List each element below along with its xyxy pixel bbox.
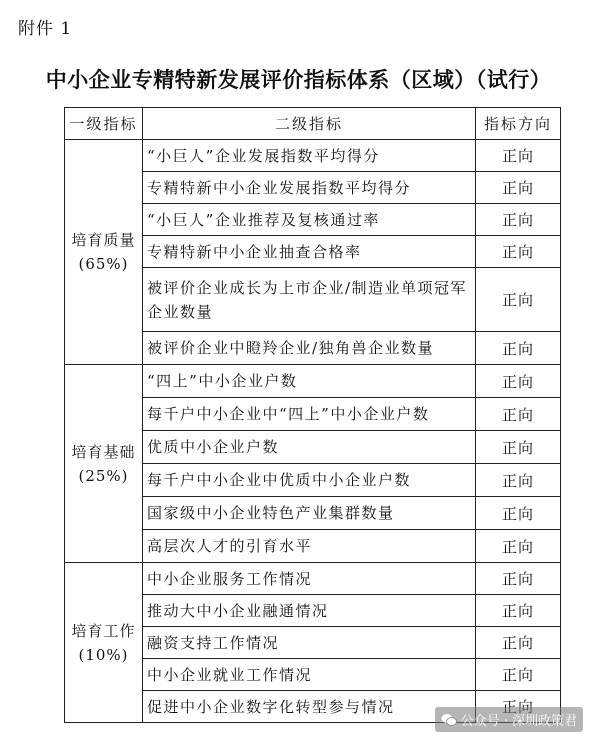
table-row: [65, 563, 561, 595]
indicator-cell: “四上”中小企业户数: [143, 365, 476, 398]
indicator-cell: 国家级中小企业特色产业集群数量: [143, 497, 476, 530]
category-weight: (25%): [78, 466, 129, 485]
direction-cell: 正向: [476, 464, 561, 497]
category-name: 培育基础: [71, 442, 136, 461]
direction-cell: 正向: [476, 268, 561, 332]
direction-cell: 正向: [476, 140, 561, 172]
direction-cell: 正向: [476, 659, 561, 691]
category-name: 培育质量: [71, 231, 136, 249]
indicator-cell: “小巨人”企业发展指数平均得分: [143, 140, 476, 172]
direction-cell: 正向: [476, 595, 561, 627]
indicator-cell: 高层次人才的引育水平: [143, 530, 476, 563]
table-row: [65, 140, 561, 172]
indicator-cell: 每千户中小企业中优质中小企业户数: [143, 464, 476, 497]
direction-cell: 正向: [476, 332, 561, 365]
indicator-cell: 专精特新中小企业抽查合格率: [143, 236, 476, 268]
direction-cell: 正向: [476, 530, 561, 563]
indicator-table: [64, 107, 561, 723]
category-weight: (65%): [78, 255, 129, 273]
direction-cell: 正向: [476, 365, 561, 398]
wechat-icon: [441, 713, 457, 727]
table-row: [65, 365, 561, 398]
indicator-cell: 被评价企业中瞪羚企业/独角兽企业数量: [143, 332, 476, 365]
watermark-text: 公众号 · 深圳政策君: [460, 714, 577, 729]
indicator-cell: 优质中小企业户数: [143, 431, 476, 464]
category-cell: [65, 563, 143, 723]
header-level2: 二级指标: [143, 108, 476, 140]
indicator-cell: 促进中小企业数字化转型参与情况: [143, 691, 476, 723]
table-header-row: [65, 108, 561, 140]
indicator-cell: 中小企业服务工作情况: [143, 563, 476, 595]
indicator-cell: 专精特新中小企业发展指数平均得分: [143, 172, 476, 204]
category-weight: (10%): [78, 645, 129, 664]
direction-cell: 正向: [476, 563, 561, 595]
category-cell: [65, 140, 143, 365]
direction-cell: 正向: [476, 236, 561, 268]
category-name: 培育工作: [71, 621, 136, 640]
header-direction: 指标方向: [476, 108, 561, 140]
indicator-cell: 被评价企业成长为上市企业/制造业单项冠军企业数量: [143, 268, 476, 332]
page-title: 中小企业专精特新发展评价指标体系（区域）（试行）: [45, 68, 552, 92]
direction-cell: 正向: [476, 204, 561, 236]
direction-cell: 正向: [476, 627, 561, 659]
attachment-label: 附件 1: [18, 19, 73, 39]
direction-cell: 正向: [476, 497, 561, 530]
category-cell: [65, 365, 143, 563]
direction-cell: 正向: [476, 398, 561, 431]
watermark: [435, 707, 583, 732]
indicator-cell: “小巨人”企业推荐及复核通过率: [143, 204, 476, 236]
header-level1: 一级指标: [65, 108, 143, 140]
indicator-cell: 每千户中小企业中“四上”中小企业户数: [143, 398, 476, 431]
indicator-cell: 融资支持工作情况: [143, 627, 476, 659]
indicator-cell: 推动大中小企业融通情况: [143, 595, 476, 627]
direction-cell: 正向: [476, 431, 561, 464]
indicator-cell: 中小企业就业工作情况: [143, 659, 476, 691]
direction-cell: 正向: [476, 172, 561, 204]
